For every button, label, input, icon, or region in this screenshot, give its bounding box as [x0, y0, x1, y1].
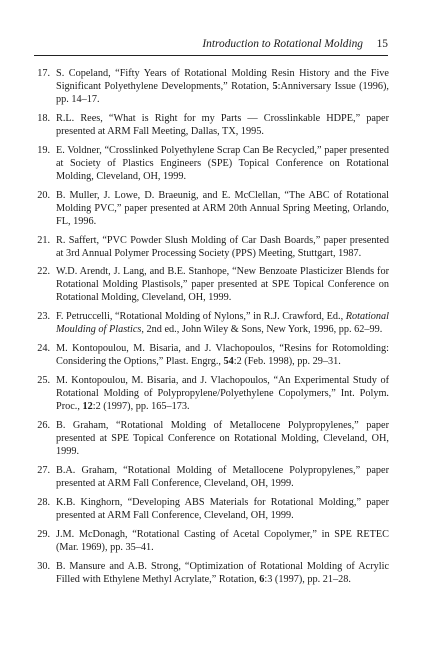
reference-text: W.D. Arendt, J. Lang, and B.E. Stanhope, “New Benzoate Plasticizer Blends for Rotational Molding Plastisols,” paper presented at SPE Topical Conference on Rotational Molding, Cleveland, OH, 1999. — [56, 266, 389, 304]
reference-item — [38, 234, 389, 260]
reference-number: 26. — [37, 420, 50, 432]
reference-item — [38, 374, 389, 413]
reference-item — [38, 560, 389, 586]
reference-text-tail: , 2nd ed., John Wiley & Sons, New York, 1996, pp. 62–99. — [141, 324, 383, 336]
reference-text: F. Petruccelli, “Rotational Molding of Nylons,” in R.J. Crawford, Ed., — [56, 311, 346, 323]
reference-volume: 5 — [272, 81, 278, 92]
reference-number: 23. — [37, 311, 50, 323]
reference-text-tail: :3 (1997), pp. 21–28. — [264, 573, 351, 585]
reference-volume: 54 — [223, 356, 234, 368]
running-title: Introduction to Rotational Molding — [202, 38, 363, 50]
reference-book-title: Rotational Moulding of Plastics — [56, 311, 389, 336]
reference-item — [38, 419, 389, 458]
reference-item — [38, 310, 389, 336]
reference-item — [38, 189, 389, 228]
reference-number: 17. — [37, 68, 50, 79]
reference-text: K.B. Kinghorn, “Developing ABS Materials for Rotational Molding,” paper presented at ARM Fall Conference, Cleveland, OH, 1999. — [56, 496, 389, 521]
reference-text: B. Mansure and A.B. Strong, “Optimization of Rotational Molding of Acrylic Filled with Ethylene Methyl Acrylate,” Rotation, — [56, 560, 389, 585]
reference-list — [38, 67, 389, 591]
reference-text: B. Muller, J. Lowe, D. Braeunig, and E. McClellan, “The ABC of Rotational Molding PVC,” paper presented at ARM 20th Annual Spring Meeting, Orlando, FL, 1996. — [56, 189, 389, 227]
reference-text: B. Graham, “Rotational Molding of Metallocene Polypropylenes,” paper presented at SPE Topical Conference on Rotational Molding, Cleveland, OH, 1999. — [56, 420, 389, 458]
reference-number: 28. — [37, 496, 50, 508]
reference-volume: 6 — [259, 573, 265, 585]
reference-item — [38, 67, 389, 106]
reference-text: B.A. Graham, “Rotational Molding of Metallocene Polypropylenes,” paper presented at ARM Fall Conference, Cleveland, OH, 1999. — [56, 464, 389, 489]
reference-number: 19. — [37, 144, 50, 156]
reference-text: M. Kontopoulou, M. Bisaria, and J. Vlachopoulos, “Resins for Rotomolding: Considering the Options,” Plast. Engrg., — [56, 343, 389, 368]
reference-text: M. Kontopoulou, M. Bisaria, and J. Vlachopoulos, “An Experimental Study of Rotational Molding of Polypropylene/Polyethylene Copolymers,” Int. Polym. Proc., — [56, 375, 389, 413]
reference-text: J.M. McDonagh, “Rotational Casting of Acetal Copolymer,” in SPE RETEC (Mar. 1969), pp. 35–41. — [56, 528, 389, 553]
reference-number: 21. — [37, 234, 50, 246]
reference-text: R.L. Rees, “What is Right for my Parts — Crosslinkable HDPE,” paper presented at ARM Fall Meeting, Dallas, TX, 1995. — [56, 112, 389, 137]
reference-text: E. Voldner, “Crosslinked Polyethylene Scrap Can Be Recycled,” paper presented at Society of Plastics Engineers (SPE) Topical Conference on Rotational Molding, Cleveland, OH, 1999. — [56, 144, 389, 182]
reference-text: S. Copeland, “Fifty Years of Rotational Molding Resin History and the Five Significant Polyethylene Developments,” Rotation, — [56, 68, 389, 92]
reference-volume: 12 — [82, 401, 93, 413]
reference-item — [38, 144, 389, 183]
reference-number: 20. — [37, 189, 50, 201]
reference-item — [38, 496, 389, 522]
reference-item — [38, 342, 389, 368]
running-header — [34, 37, 388, 56]
reference-item — [38, 464, 389, 490]
reference-text-tail: :Anniversary Issue (1996), pp. 14–17. — [56, 81, 389, 105]
reference-text-tail: :2 (Feb. 1998), pp. 29–31. — [233, 356, 341, 368]
reference-number: 18. — [37, 112, 50, 124]
reference-number: 22. — [37, 266, 50, 278]
reference-number: 29. — [37, 528, 50, 540]
reference-text: R. Saffert, “PVC Powder Slush Molding of Car Dash Boards,” paper presented at 3rd Annual Polymer Processing Society (PPS) Meeting, Stuttgart, 1987. — [56, 234, 389, 259]
reference-item — [38, 112, 389, 138]
reference-item — [38, 528, 389, 554]
reference-number: 27. — [37, 464, 50, 476]
reference-number: 30. — [37, 560, 50, 572]
reference-number: 25. — [37, 375, 50, 387]
reference-number: 24. — [37, 343, 50, 355]
reference-text-tail: :2 (1997), pp. 165–173. — [92, 401, 190, 413]
reference-item — [38, 265, 389, 304]
page-number: 15 — [376, 38, 388, 50]
